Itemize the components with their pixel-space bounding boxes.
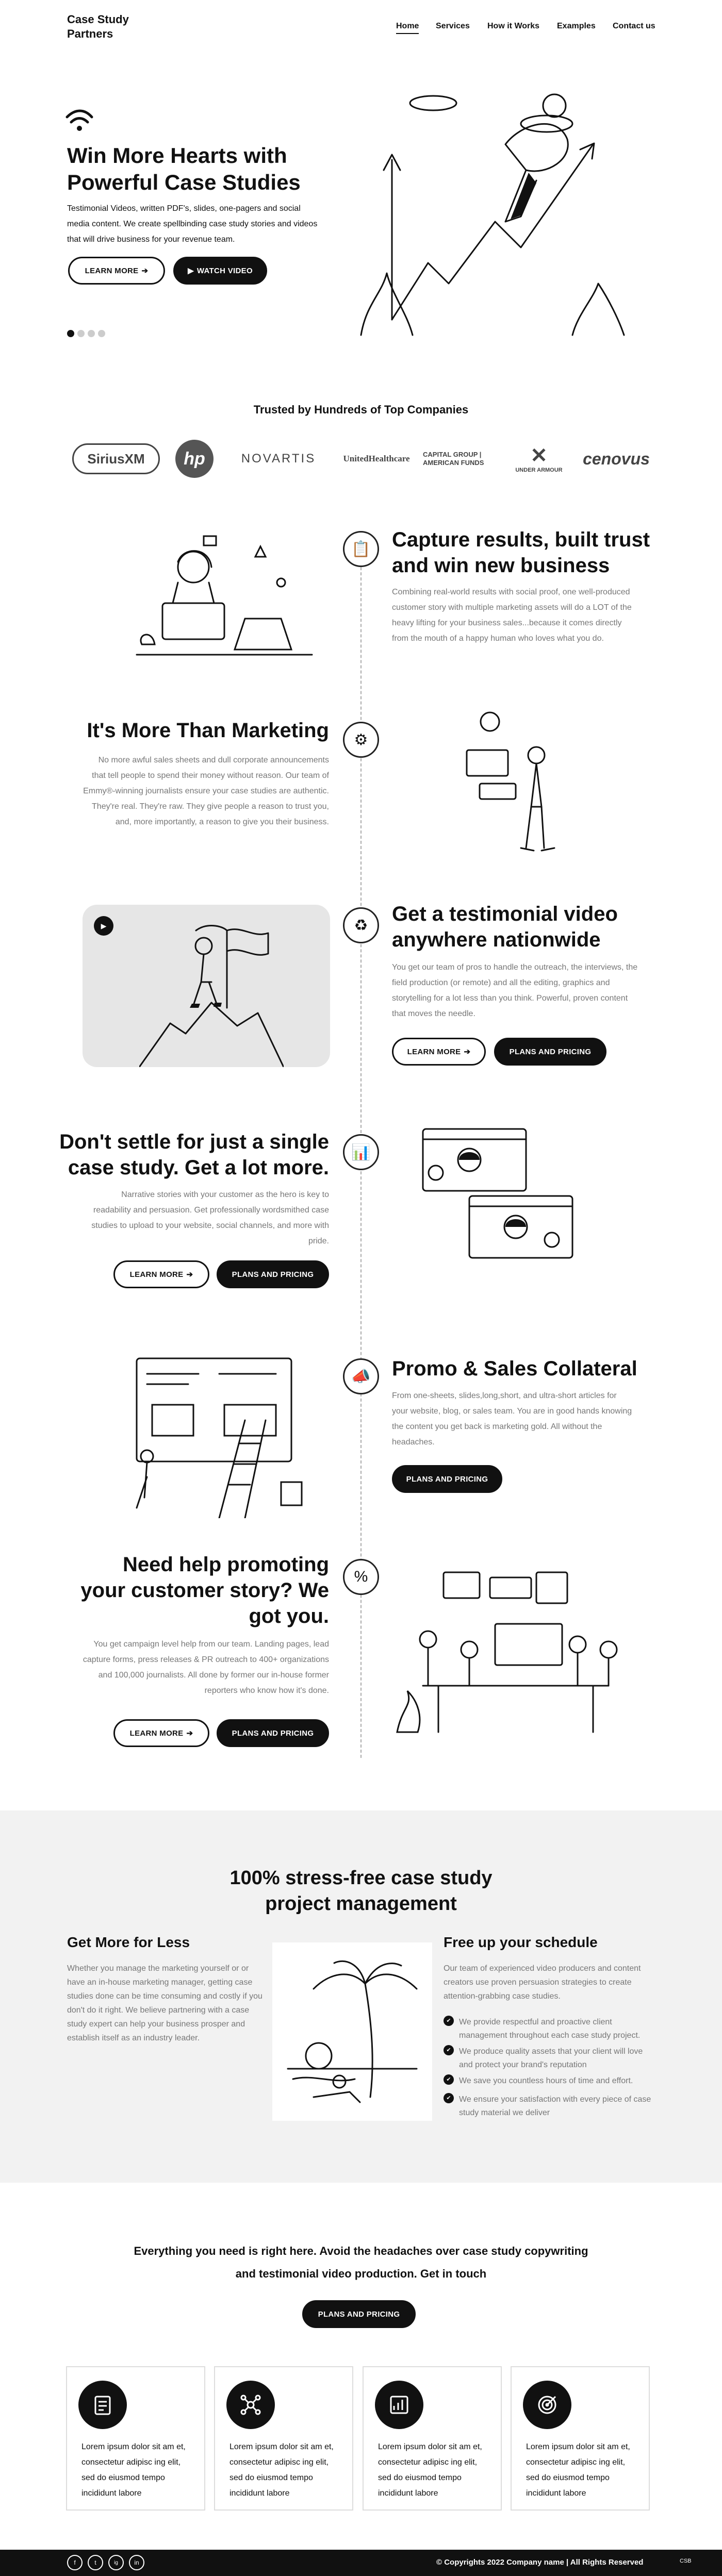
under-armour-mark-icon: ✕ <box>530 444 548 467</box>
section4-title <box>52 1129 329 1181</box>
section3-learn-more-button[interactable] <box>392 1038 486 1066</box>
network-icon <box>226 2381 275 2429</box>
section2-title: It's More Than Marketing <box>87 719 329 742</box>
section2-illustration <box>459 709 567 858</box>
section5-text: From one-sheets, slides,long,short, and ultra-short articles for your website, blog, or sales team. You are in good hands knowing the content you get back is marketing gold. All without the headaches. <box>392 1391 632 1447</box>
palm-tree-card <box>272 1942 432 2121</box>
section1-text: Combining real-world results with social proof, one well-produced customer story with multiple marketing assets will do a LOT of the heavy lifting for your business sales...because it comes directly from the mouth of a happy human who loves what you do. <box>392 588 632 643</box>
cta-plans-button[interactable] <box>302 2300 416 2328</box>
feature-card-text: Lorem ipsum dolor sit am et, consectetur adipisc ing elit, sed do eiusmod tempo incididunt labore <box>81 2442 186 2498</box>
wifi-icon <box>65 106 94 132</box>
free-up-text: Our team of experienced video producers and content creators use proven persuasion strategies to create attention-grabbing case studies. <box>444 1964 641 2001</box>
recycle-icon: ♻ <box>354 917 368 934</box>
stress-free-title-line2: project management <box>265 1893 457 1915</box>
section2-text: No more awful sales sheets and dull corporate announcements that tell people to spend their money without reason. Our team of Emmy®-winning journalists ensure your case studies are authentic. They're real. They're raw. They give people a reason to trust you, and, more importantly, a reason to give you their business. <box>83 756 329 826</box>
section6-learn-more-label: LEARN MORE <box>129 1729 184 1738</box>
check-item: ✔ We ensure your satisfaction with every piece of case study material we deliver <box>444 2093 655 2120</box>
feature-card-text: Lorem ipsum dolor sit am et, consectetur adipisc ing elit, sed do eiusmod tempo incididunt labore <box>378 2442 482 2498</box>
section6-title-line2: your customer story? We <box>80 1579 329 1602</box>
hero-watch-video-label: WATCH VIDEO <box>196 266 253 275</box>
section3-learn-more-label: LEARN MORE <box>407 1047 461 1056</box>
footer-mark: CSB <box>680 2558 692 2564</box>
section3-title-line2: anywhere nationwide <box>392 928 601 951</box>
section4-badge <box>343 1134 379 1170</box>
get-more-title: Get More for Less <box>67 1934 190 1950</box>
logo-hp: hp <box>175 440 214 478</box>
section5-badge <box>343 1358 379 1394</box>
arrow-circle-icon: ➔ <box>464 1048 471 1056</box>
instagram-icon[interactable]: ig <box>108 2555 124 2570</box>
section4-title-line2: case study. Get a lot more. <box>68 1156 329 1179</box>
stress-free-title-line1: 100% stress-free case study <box>229 1867 493 1889</box>
nav-how-it-works[interactable]: How it Works <box>487 22 540 30</box>
section6-title-line1: Need help promoting <box>123 1553 329 1576</box>
hero-watch-video-button[interactable] <box>173 257 267 285</box>
section5-plans-button[interactable] <box>392 1465 502 1493</box>
section4-title-line1: Don't settle for just a single <box>59 1131 329 1153</box>
section6-illustration <box>392 1567 639 1737</box>
arrow-circle-icon: ➔ <box>186 1729 193 1738</box>
section3-plans-label: PLANS AND PRICING <box>509 1047 592 1056</box>
logo-cenovus: cenovus <box>583 449 650 468</box>
brand-line1: Case Study <box>67 13 129 26</box>
check-item: ✔ We save you countless hours of time and effort. <box>444 2074 655 2088</box>
carousel-dot[interactable] <box>77 330 85 337</box>
section5-title: Promo & Sales Collateral <box>392 1357 637 1380</box>
brand-line2: Partners <box>67 27 113 40</box>
hero-text: Testimonial Videos, written PDF's, slides, one-pagers and social media content. We create spellbinding case study stories and videos that will drive business for your revenue team. <box>67 204 318 244</box>
report-icon: 📊 <box>351 1143 371 1161</box>
section4-plans-button[interactable] <box>217 1260 329 1288</box>
trusted-title: Trusted by Hundreds of Top Companies <box>253 403 469 416</box>
nav-home[interactable]: Home <box>396 22 419 34</box>
section6-learn-more-button[interactable] <box>113 1719 209 1747</box>
hero-title <box>67 142 301 196</box>
get-more-text: Whether you manage the marketing yourself or or have an in-house marketing manager, getting case studies done can be time consuming and costly if you don't do it right. We believe partnering with a case study expert can help your business prosper and establish itself as an industry leader. <box>67 1964 262 2042</box>
target-icon <box>523 2381 571 2429</box>
facebook-icon[interactable]: f <box>67 2555 83 2570</box>
linkedin-icon[interactable]: in <box>129 2555 144 2570</box>
carousel-dot[interactable] <box>98 330 105 337</box>
section5-plans-label: PLANS AND PRICING <box>406 1474 488 1484</box>
check-item: ✔ We produce quality assets that your client will love and protect your brand's reputation <box>444 2045 655 2072</box>
hero-learn-more-button[interactable] <box>68 257 165 285</box>
section1-title-line1: Capture results, built trust <box>392 528 650 551</box>
section3-badge <box>343 907 379 943</box>
cta-line1: Everything you need is right here. Avoid the headaches over case study copywriting <box>134 2245 588 2257</box>
video-play-button[interactable]: ▶ <box>94 916 113 936</box>
settings-gear-icon: ⚙ <box>354 731 368 749</box>
feature-card <box>66 2366 205 2511</box>
check-item: ✔ We provide respectful and proactive client management throughout each case study project. <box>444 2016 655 2042</box>
nav-contact[interactable]: Contact us <box>613 22 655 30</box>
feature-card <box>363 2366 502 2511</box>
stress-free-title <box>0 1865 722 1917</box>
brand-logo[interactable] <box>67 12 129 41</box>
twitter-icon[interactable]: t <box>88 2555 103 2570</box>
section4-plans-label: PLANS AND PRICING <box>232 1270 314 1279</box>
megaphone-icon: 📣 <box>351 1368 371 1385</box>
arrow-circle-icon: ➔ <box>186 1270 193 1279</box>
nav-examples[interactable]: Examples <box>557 22 596 30</box>
under-armour-text: UNDER ARMOUR <box>515 467 563 473</box>
section1-title-line2: and win new business <box>392 554 610 577</box>
mountain-flag-illustration <box>139 915 284 1067</box>
section4-illustration <box>413 1124 583 1268</box>
section5-illustration <box>126 1353 317 1518</box>
hero-carousel-dots <box>67 330 105 337</box>
section6-badge <box>343 1559 379 1595</box>
hero-learn-more-label: LEARN MORE <box>85 266 139 275</box>
logo-unitedhealthcare: UnitedHealthcare <box>343 454 410 463</box>
section3-title <box>392 901 681 953</box>
section6-title <box>52 1552 329 1629</box>
section1-title <box>392 527 681 578</box>
chart-icon <box>375 2381 423 2429</box>
feature-card-text: Lorem ipsum dolor sit am et, consectetur adipisc ing elit, sed do eiusmod tempo incididunt labore <box>229 2442 334 2498</box>
feature-card <box>511 2366 650 2511</box>
nav-services[interactable]: Services <box>436 22 470 30</box>
document-icon: 📋 <box>351 540 371 558</box>
section3-plans-button[interactable] <box>494 1038 606 1066</box>
section6-text: You get campaign level help from our team. Landing pages, lead capture forms, press releases & PR outreach to 400+ organizations and 100,000 journalists. All done by former our in-house former reporters who know how it's done. <box>83 1640 329 1695</box>
hero-title-line1: Win More Hearts with <box>67 143 287 168</box>
section3-title-line1: Get a testimonial video <box>392 903 618 925</box>
beach-palm-illustration <box>283 1953 422 2107</box>
hero-title-line2: Powerful Case Studies <box>67 170 301 194</box>
section4-text: Narrative stories with your customer as the hero is key to readability and persuasion. Get professionally wordsmithed case studies to upload to your website, social channels, and more with pride. <box>91 1190 329 1245</box>
logo-capital-group: CAPITAL GROUP | AMERICAN FUNDS <box>423 451 484 467</box>
cta-text <box>0 2240 722 2285</box>
copyright-text: © Copyrights 2022 Company name | All Rights Reserved <box>436 2558 644 2567</box>
clipboard-icon <box>78 2381 127 2429</box>
hero-illustration <box>351 77 639 345</box>
section6-title-line3: got you. <box>249 1605 329 1627</box>
free-up-title: Free up your schedule <box>444 1934 598 1950</box>
section6-plans-button[interactable] <box>217 1719 329 1747</box>
cta-plans-label: PLANS AND PRICING <box>318 2309 400 2319</box>
section2-badge <box>343 722 379 758</box>
carousel-dot[interactable] <box>88 330 95 337</box>
logo-novartis: NOVARTIS <box>241 452 316 466</box>
video-thumbnail[interactable] <box>83 905 330 1067</box>
section1-badge <box>343 531 379 567</box>
feature-card-text: Lorem ipsum dolor sit am et, consectetur adipisc ing elit, sed do eiusmod tempo incididunt labore <box>526 2442 630 2498</box>
carousel-dot-active[interactable] <box>67 330 74 337</box>
section3-text: You get our team of pros to handle the outreach, the interviews, the field production (or remote) and all the editing, graphics and storytelling for a lot less than you think. Powerful, proven content that moves the needle. <box>392 963 638 1018</box>
percent-icon: % <box>354 1568 368 1585</box>
section4-learn-more-button[interactable] <box>113 1260 209 1288</box>
arrow-circle-icon: ➔ <box>141 267 149 275</box>
section1-illustration <box>126 526 322 670</box>
cta-line2: and testimonial video production. Get in touch <box>235 2267 487 2280</box>
section4-learn-more-label: LEARN MORE <box>129 1270 184 1279</box>
logo-under-armour <box>508 438 570 479</box>
logo-siriusxm: SiriusXM <box>72 443 160 474</box>
feature-card <box>214 2366 353 2511</box>
section6-plans-label: PLANS AND PRICING <box>232 1729 314 1738</box>
play-circle-icon: ▶ <box>188 267 194 275</box>
